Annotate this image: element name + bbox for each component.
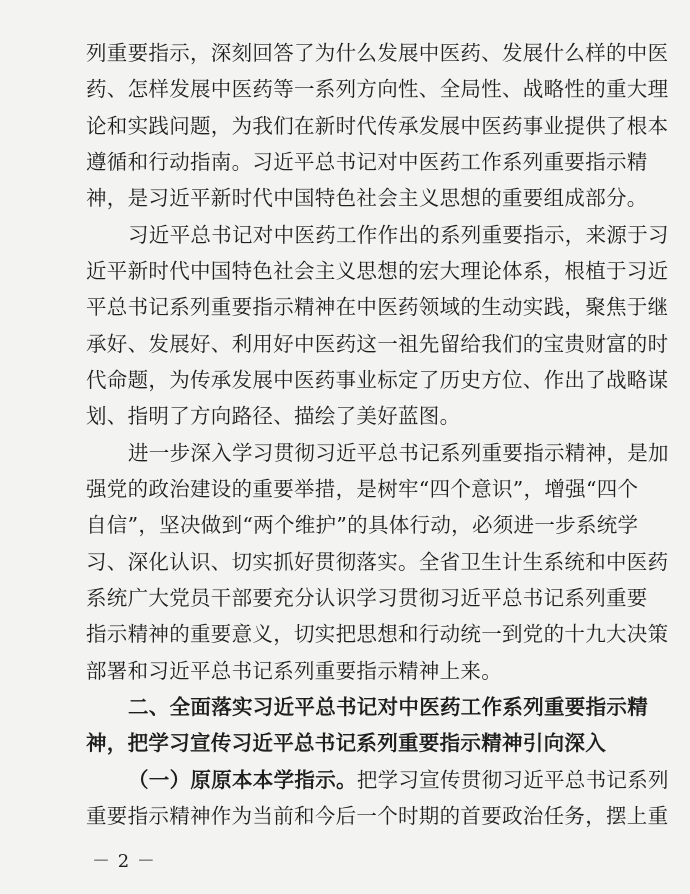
paragraph-1-line-2: 药、怎样发展中医药等一系列方向性、全局性、战略性的重大理: [86, 77, 669, 101]
paragraph-1-line-3: 论和实践问题，为我们在新时代传承发展中医药事业提供了根本: [86, 114, 669, 138]
subsection-first-line-text: 把学习宣传贯彻习近平总书记系列: [356, 768, 669, 792]
page-number: － 2 －: [92, 851, 156, 872]
paragraph-3-line-6: 指示精神的重要意义，切实把思想和行动统一到党的十九大决策: [86, 622, 669, 646]
subsection-line-1: [128, 768, 669, 792]
subsection-title: （一）原原本本学指示。: [128, 768, 357, 792]
paragraph-3-line-1: 进一步深入学习贯彻习近平总书记系列重要指示精神，是加: [128, 441, 669, 465]
paragraph-1-line-1: 列重要指示，深刻回答了为什么发展中医药、发展什么样的中医: [86, 41, 669, 65]
paragraph-3-line-4: 习、深化认识、切实抓好贯彻落实。全省卫生计生系统和中医药: [86, 550, 669, 574]
section-heading-line-2: 神，把学习宣传习近平总书记系列重要指示精神引向深入: [86, 731, 606, 755]
paragraph-2-line-3: 平总书记系列重要指示精神在中医药领域的生动实践，聚焦于继: [86, 295, 669, 319]
paragraph-2-line-1: 习近平总书记对中医药工作作出的系列重要指示，来源于习: [128, 223, 669, 247]
paragraph-3-line-2: 强党的政治建设的重要举措，是树牢“四个意识”，增强“四个: [86, 477, 639, 501]
paragraph-1-line-5: 神，是习近平新时代中国特色社会主义思想的重要组成部分。: [86, 186, 648, 210]
section-heading-line-1: 二、全面落实习近平总书记对中医药工作系列重要指示精: [128, 695, 648, 719]
paragraph-3-line-3: 自信”，坚决做到“两个维护”的具体行动，必须进一步系统学: [86, 513, 639, 537]
paragraph-3-line-5: 系统广大党员干部要充分认识学习贯彻习近平总书记系列重要: [86, 586, 648, 610]
paragraph-2-line-6: 划、指明了方向路径、描绘了美好蓝图。: [86, 404, 461, 428]
paragraph-2-line-5: 代命题，为传承发展中医药事业标定了历史方位、作出了战略谋: [86, 368, 669, 392]
paragraph-2-line-4: 承好、发展好、利用好中医药这一祖先留给我们的宝贵财富的时: [86, 332, 669, 356]
paragraph-1-line-4: 遵循和行动指南。习近平总书记对中医药工作系列重要指示精: [86, 150, 648, 174]
subsection-line-2: 重要指示精神作为当前和今后一个时期的首要政治任务，摆上重: [86, 804, 669, 828]
paragraph-3-line-7: 部署和习近平总书记系列重要指示精神上来。: [86, 659, 502, 683]
paragraph-2-line-2: 近平新时代中国特色社会主义思想的宏大理论体系，根植于习近: [86, 259, 669, 283]
